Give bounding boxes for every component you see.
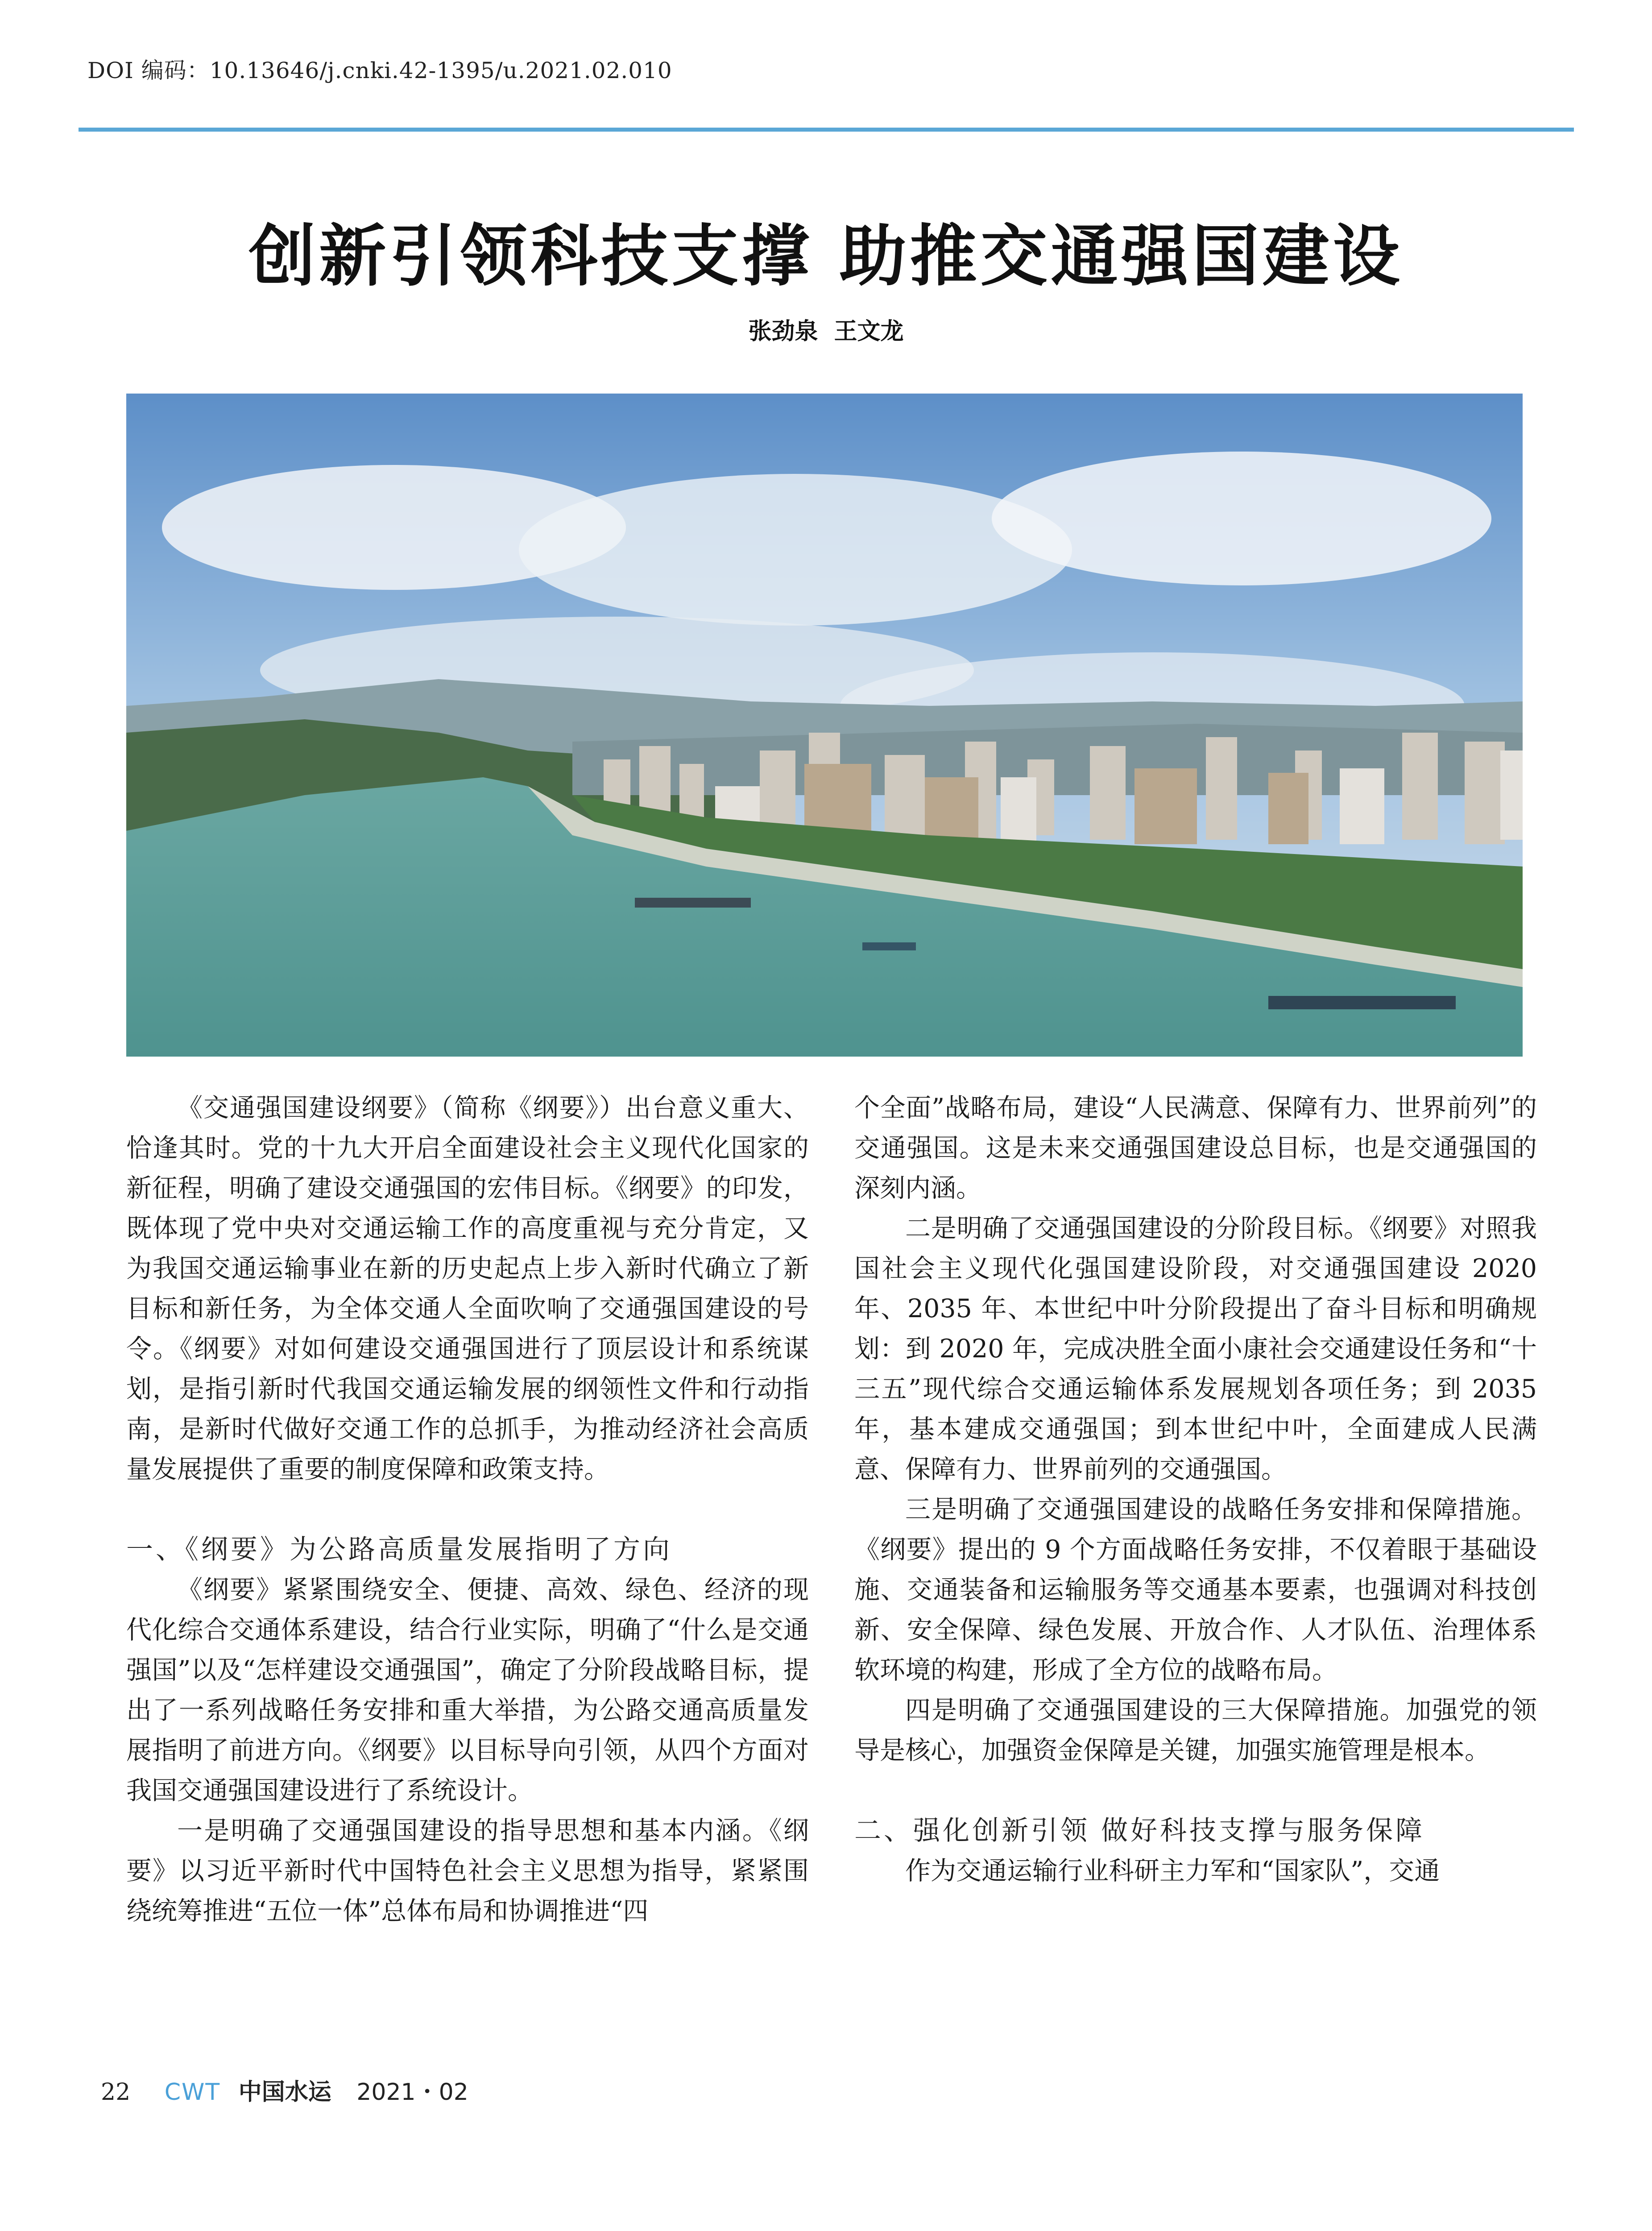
paragraph: 二是明确了交通强国建设的分阶段目标。《纲要》对照我国社会主义现代化强国建设阶段，对交通强国建设 2020 年、2035 年、本世纪中叶分阶段提出了奋斗目标和明确规划：到 2020 年，完成决胜全面小康社会交通建设任务和“十三五”现代综合交通运输体系发展规划各项任务；到 2035 年，基本建成交通强国；到本世纪中叶，全面建成人民满意、保障有力、世界前列的交通强国。	[854, 1214, 1537, 1484]
right-column	[854, 1088, 1537, 1891]
page-footer	[101, 2073, 468, 2107]
paragraph: 作为交通运输行业科研主力军和“国家队”，交通	[905, 1856, 1440, 1886]
left-column	[126, 1088, 809, 1931]
brand-mark: CWT	[164, 2079, 221, 2106]
authors: 张劲泉 王文龙	[748, 318, 904, 345]
paragraph: 三是明确了交通强国建设的战略任务安排和保障措施。《纲要》提出的 9 个方面战略任务安排，不仅着眼于基础设施、交通装备和运输服务等交通基本要素，也强调对科技创新、安全保障、绿色发展、开放合作、人才队伍、治理体系软环境的构建，形成了全方位的战略布局。	[854, 1495, 1537, 1685]
city-river-photo	[126, 394, 1523, 1057]
doi-line: DOI 编码：10.13646/j.cnki.42-1395/u.2021.02.010	[87, 58, 672, 83]
paragraph: 一是明确了交通强国建设的指导思想和基本内涵。《纲要》以习近平新时代中国特色社会主义思想为指导，紧紧围绕统筹推进“五位一体”总体布局和协调推进“四	[126, 1816, 809, 1926]
paragraph: 四是明确了交通强国建设的三大保障措施。加强党的领导是核心，加强资金保障是关键，加强实施管理是根本。	[854, 1696, 1537, 1765]
section-heading-1: 一、《纲要》为公路高质量发展指明了方向	[126, 1534, 672, 1565]
section-heading-2: 二、强化创新引领 做好科技支撑与服务保障	[854, 1815, 1425, 1846]
issue-number: 2021・02	[356, 2079, 468, 2106]
magazine-name: 中国水运	[238, 2079, 331, 2106]
header-rule	[79, 128, 1574, 132]
intro-paragraph: 《交通强国建设纲要》（简称《纲要》）出台意义重大、恰逢其时。党的十九大开启全面建设社会主义现代化国家的新征程，明确了建设交通强国的宏伟目标。《纲要》的印发，既体现了党中央对交通运输工作的高度重视与充分肯定，又为我国交通运输事业在新的历史起点上步入新时代确立了新目标和新任务，为全体交通人全面吹响了交通强国建设的号令。《纲要》对如何建设交通强国进行了顶层设计和系统谋划，是指引新时代我国交通运输发展的纲领性文件和行动指南，是新时代做好交通工作的总抓手，为推动经济社会高质量发展提供了重要的制度保障和政策支持。	[126, 1093, 809, 1484]
paragraph: 个全面”战略布局，建设“人民满意、保障有力、世界前列”的交通强国。这是未来交通强国建设总目标，也是交通强国的深刻内涵。	[854, 1093, 1537, 1203]
page-number: 22	[101, 2079, 131, 2106]
paragraph: 《纲要》紧紧围绕安全、便捷、高效、绿色、经济的现代化综合交通体系建设，结合行业实际，明确了“什么是交通强国”以及“怎样建设交通强国”，确定了分阶段战略目标，提出了一系列战略任务安排和重大举措，为公路交通高质量发展指明了前进方向。《纲要》以目标导向引领，从四个方面对我国交通强国建设进行了系统设计。	[126, 1575, 809, 1805]
article-title: 创新引领科技支撑 助推交通强国建设	[248, 216, 1404, 295]
